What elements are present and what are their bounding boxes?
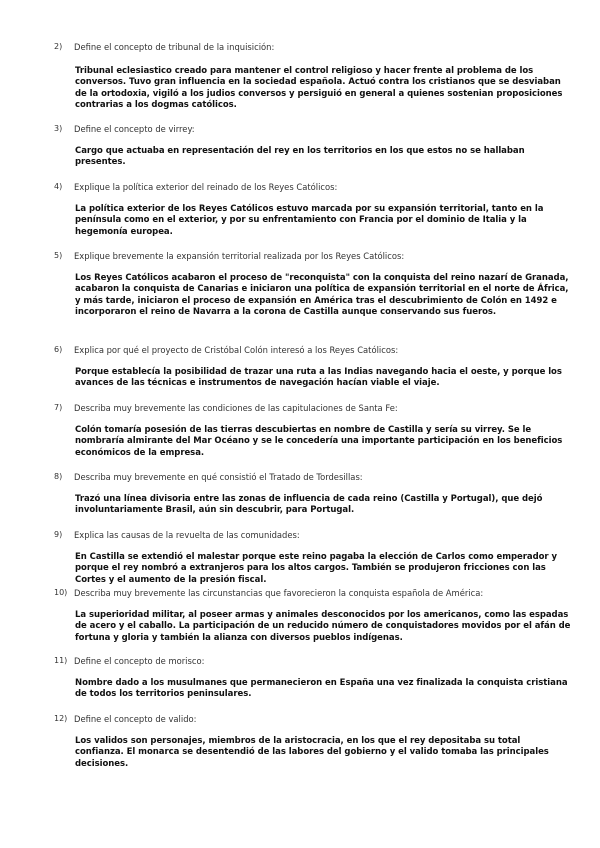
question-number: 2) [54,42,63,51]
question-text: Define el concepto de tribunal de la inquisición: [74,42,275,52]
answer-text: Porque establecía la posibilidad de trazar una ruta a las Indias navegando hacia el oeste, y porque los avances de las técnicas e instrumentos de navegación hacían viable el viaje. [75,367,562,389]
question-number: 11) [54,656,68,665]
question-text: Define el concepto de virrey: [74,124,195,134]
question-text: Describa muy brevemente en qué consistió el Tratado de Tordesillas: [74,472,363,482]
question-number: 9) [54,530,63,539]
question-text: Define el concepto de valido: [74,714,197,724]
question-number: 12) [54,714,68,723]
answer-text: Nombre dado a los musulmanes que permanecieron en España una vez finalizada la conquista cristiana de todos los territorios peninsulares. [75,678,568,700]
answer-text: En Castilla se extendió el malestar porque este reino pagaba la elección de Carlos como emperador y porque el rey nombró a extranjeros para los altos cargos. También se produjeron fricciones con las Cortes y el aumento de la presión fiscal. [75,552,557,585]
question-text: Explica por qué el proyecto de Cristóbal Colón interesó a los Reyes Católicos: [74,345,399,355]
answer-text: La superioridad militar, al poseer armas y animales desconocidos por los americanos, como las espadas de acero y el caballo. La participación de un reducido número de conquistadores movidos por el afán de fortuna y gloria y también la alianza con diversos pueblos indígenas. [75,610,571,643]
answer-text: Cargo que actuaba en representación del rey en los territorios en los que estos no se hallaban presentes. [75,146,525,168]
question-number: 4) [54,182,63,191]
answer-text: Los Reyes Católicos acabaron el proceso de "reconquista" con la conquista del reino nazarí de Granada, acabaron la conquista de Canarias e iniciaron una política de expansión territorial en el norte de África, y más tarde, iniciaron el proceso de expansión en América tras el descubrimiento de Colón en 1492 e incorporaron el reino de Navarra a la corona de Castilla aunque conservando sus fueros. [75,273,569,317]
answer-text: Tribunal eclesiastico creado para mantener el control religioso y hacer frente al problema de los conversos. Tuvo gran influencia en la sociedad española. Actuó contra los cristianos que se desviaban de la ortodoxia, vigiló a los judios conversos y persiguió en general a quienes sostenian proposiciones contrarias a los dogmas católicos. [75,66,563,110]
answer-text: Trazó una línea divisoria entre las zonas de influencia de cada reino (Castilla y Portugal), que dejó involuntariamente Brasil, aún sin descubrir, para Portugal. [75,494,543,516]
question-number: 3) [54,124,63,133]
answer-text: La política exterior de los Reyes Católicos estuvo marcada por su expansión territorial, tanto en la península como en el exterior, y por su enfrentamiento con Francia por el dominio de Italia y la hegemonía europea. [75,204,544,237]
question-text: Define el concepto de morisco: [74,656,205,666]
question-number: 10) [54,588,68,597]
question-number: 5) [54,251,63,260]
question-text: Describa muy brevemente las circunstancias que favorecieron la conquista española de América: [74,588,484,598]
question-number: 8) [54,472,63,481]
question-text: Explique brevemente la expansión territorial realizada por los Reyes Católicos: [74,251,405,261]
question-text: Explique la política exterior del reinado de los Reyes Católicos: [74,182,338,192]
answer-text: Los validos son personajes, miembros de la aristocracia, en los que el rey depositaba su total confianza. El monarca se desentendió de las labores del gobierno y el valido tomaba las principales decisiones. [75,736,549,769]
question-text: Describa muy brevemente las condiciones de las capitulaciones de Santa Fe: [74,403,398,413]
question-number: 6) [54,345,63,354]
question-text: Explica las causas de la revuelta de las comunidades: [74,530,300,540]
answer-text: Colón tomaría posesión de las tierras descubiertas en nombre de Castilla y sería su virrey. Se le nombraría almirante del Mar Océano y se le concedería una importante participación en los beneficios económicos de la empresa. [75,425,563,458]
question-number: 7) [54,403,63,412]
